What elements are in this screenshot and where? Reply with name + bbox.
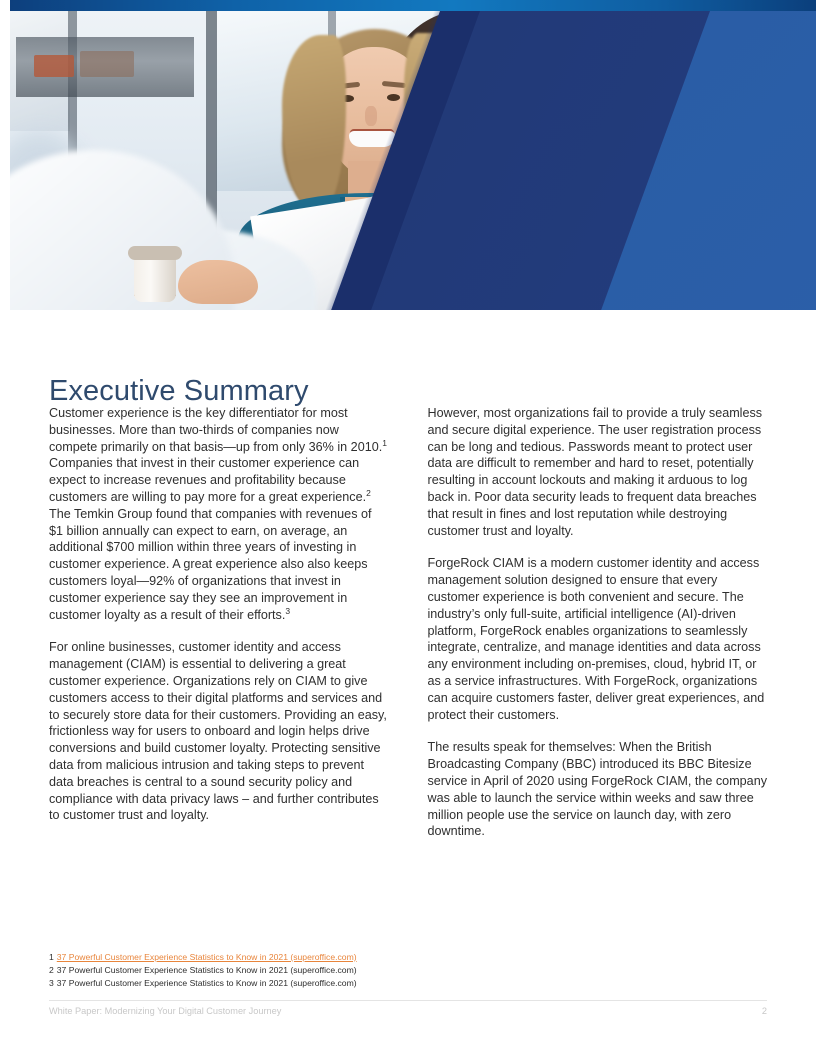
footer-title: White Paper: Modernizing Your Digital Customer Journey — [49, 1006, 282, 1016]
footnote-number: 1 — [49, 952, 54, 962]
footnote-ref-2[interactable]: 2 — [366, 487, 371, 498]
background-object — [80, 51, 134, 77]
woman-hand — [178, 260, 258, 304]
woman-nose — [365, 106, 377, 126]
paragraph-text: Customer experience is the key differentiator for most businesses. More than two-thirds of companies now compete primarily on that basis—up from only 36% in 2010. — [49, 406, 383, 454]
paragraph: The results speak for themselves: When the British Broadcasting Company (BBC) introduced its BBC Bitesize service in April of 2020 using ForgeRock CIAM, the company was able to launch the service within weeks and saw three million people use the service on launch day, with zero downtime. — [427, 740, 767, 839]
footnote-ref-3[interactable]: 3 — [285, 605, 291, 616]
paragraph-text: Companies that invest in their customer experience can expect to increase revenues and profitability because customers are willing to pay more for a great experience. — [49, 456, 367, 504]
coffee-cup-lid — [128, 246, 182, 260]
left-column — [49, 405, 389, 840]
article-body — [49, 405, 767, 840]
footnote-number: 2 — [49, 964, 54, 975]
background-object — [34, 55, 74, 77]
paragraph: ForgeRock CIAM is a modern customer identity and access management solution designed to ensure that every customer experience is both convenient and secure. The industry’s only full-suite, artificial intelligence (AI)-driven platform, ForgeRock enables organizations to seamlessly integrate, centralize, and manage identities and data across any environment including on-premises, cloud, hybrid IT, or as a service infrastructures. With ForgeRock, organizations can acquire customers faster, deliver great experiences, and protect their customers. — [427, 556, 765, 722]
footnote-number: 3 — [49, 977, 54, 988]
hero-banner — [10, 0, 816, 310]
right-column — [428, 405, 768, 840]
woman-eye — [387, 94, 400, 101]
paragraph: For online businesses, customer identity and access management (CIAM) is essential to delivering a great customer experience. Organizations rely on CIAM to give customers access to their digital platforms and services and to securely store data for their customers. Providing an easy, frictionless way for users to onboard and login helps drive conversions and build customer loyalty. Protecting sensitive data from malicious intrusion and taking steps to prevent data breaches is central to a sound security policy and compliance with data privacy laws – and further contributes to customer trust and loyalty. — [49, 640, 387, 823]
hero-top-strip — [10, 0, 816, 11]
page-footer — [49, 1006, 767, 1016]
paragraph: However, most organizations fail to provide a truly seamless and secure digital experience. The user registration process can be long and tedious. Passwords meant to protect user data are difficult to remember and hard to reset, potentially resulting in account lockouts and making it arduous to log back in. Poor data security leads to frequent data breaches that result in fines and lost reputation while destroying customer trust and loyalty. — [427, 406, 763, 538]
footnote-item — [49, 951, 549, 964]
page-title: Executive Summary — [49, 375, 309, 408]
page-number: 2 — [761, 1006, 767, 1016]
paragraph-text: The Temkin Group found that companies with revenues of $1 billion annually can expect to earn, on average, an additional $700 million within three years of investing in customer experience. A great experience also also keeps customers loyal—92% of organizations that invest in customer experience say they see an improvement in customer loyalty as a result of their efforts. — [49, 506, 372, 622]
footnote-ref-1[interactable]: 1 — [382, 437, 387, 448]
footnote-list — [49, 951, 549, 989]
footnote-item — [49, 964, 549, 977]
footnote-text: 37 Powerful Customer Experience Statistics to Know in 2021 (superoffice.com) — [56, 977, 357, 988]
footer-divider — [49, 1000, 767, 1001]
footnote-text: 37 Powerful Customer Experience Statistics to Know in 2021 (superoffice.com) — [56, 964, 357, 975]
footnote-link[interactable]: 37 Powerful Customer Experience Statistics to Know in 2021 (superoffice.com) — [56, 952, 357, 962]
footnote-item — [49, 977, 549, 990]
paragraph — [49, 405, 389, 623]
